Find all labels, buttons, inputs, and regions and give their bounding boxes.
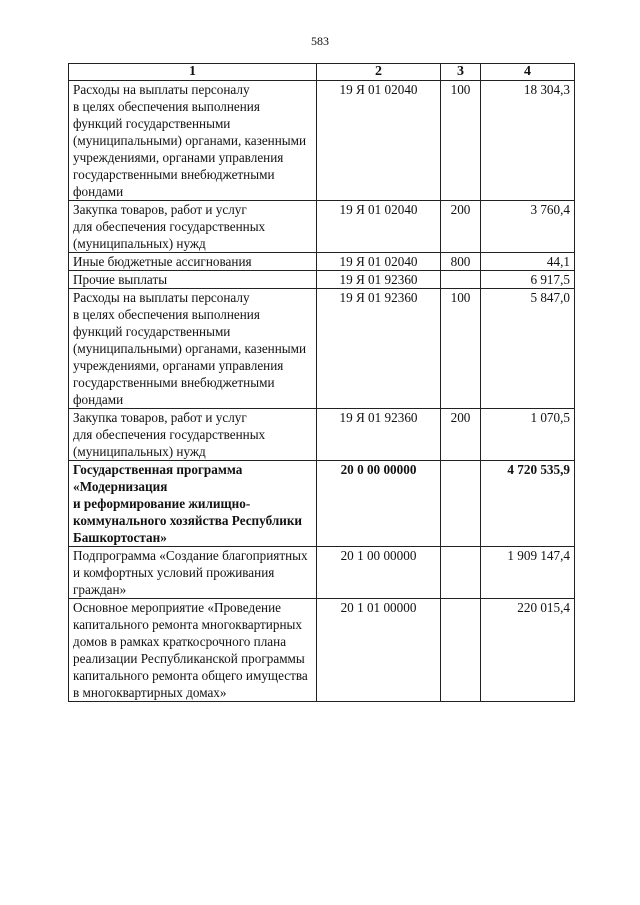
row-type-cell xyxy=(441,599,481,702)
row-name-cell: Основное мероприятие «Проведение капитального ремонта многоквартирных домов в рамках краткосрочного плана реализации Республиканской программы капитального ремонта общего имущества в многоквартирных домах» xyxy=(69,599,317,702)
row-name-cell: Расходы на выплаты персоналу в целях обеспечения выполнения функций государственными (муниципальными) органами, казенными учреждениями, органами управления государственными внебюджетными фондами xyxy=(69,289,317,409)
row-code-cell: 19 Я 01 92360 xyxy=(317,271,441,289)
row-name-cell: Государственная программа «Модернизация и реформирование жилищно-коммунального хозяйства Республики Башкортостан» xyxy=(69,461,317,547)
row-type-cell: 200 xyxy=(441,201,481,253)
row-name-cell: Прочие выплаты xyxy=(69,271,317,289)
table-body xyxy=(69,81,575,702)
row-code-cell: 20 1 00 00000 xyxy=(317,547,441,599)
row-amount-cell: 1 070,5 xyxy=(481,409,575,461)
row-amount-cell: 44,1 xyxy=(481,253,575,271)
column-header-code: 2 xyxy=(317,64,441,81)
row-amount-cell: 6 917,5 xyxy=(481,271,575,289)
table-row xyxy=(69,461,575,547)
row-name-cell: Иные бюджетные ассигнования xyxy=(69,253,317,271)
row-code-cell: 19 Я 01 02040 xyxy=(317,81,441,201)
row-amount-cell: 1 909 147,4 xyxy=(481,547,575,599)
row-amount-cell: 4 720 535,9 xyxy=(481,461,575,547)
table-row xyxy=(69,81,575,201)
row-type-cell xyxy=(441,547,481,599)
row-amount-cell: 18 304,3 xyxy=(481,81,575,201)
row-amount-cell: 3 760,4 xyxy=(481,201,575,253)
row-amount-cell: 220 015,4 xyxy=(481,599,575,702)
table-row xyxy=(69,271,575,289)
table-row xyxy=(69,289,575,409)
row-code-cell: 19 Я 01 92360 xyxy=(317,409,441,461)
row-type-cell xyxy=(441,271,481,289)
row-type-cell: 100 xyxy=(441,81,481,201)
page-number: 583 xyxy=(311,34,329,48)
column-header-name: 1 xyxy=(69,64,317,81)
row-name-cell: Подпрограмма «Создание благоприятных и комфортных условий проживания граждан» xyxy=(69,547,317,599)
row-name-cell: Закупка товаров, работ и услуг для обеспечения государственных (муниципальных) нужд xyxy=(69,201,317,253)
row-code-cell: 19 Я 01 02040 xyxy=(317,201,441,253)
table-row xyxy=(69,409,575,461)
table-row xyxy=(69,599,575,702)
row-type-cell: 200 xyxy=(441,409,481,461)
row-name-cell: Расходы на выплаты персоналу в целях обеспечения выполнения функций государственными (муниципальными) органами, казенными учреждениями, органами управления государственными внебюджетными фондами xyxy=(69,81,317,201)
row-code-cell: 20 0 00 00000 xyxy=(317,461,441,547)
row-code-cell: 19 Я 01 02040 xyxy=(317,253,441,271)
row-name-cell: Закупка товаров, работ и услуг для обеспечения государственных (муниципальных) нужд xyxy=(69,409,317,461)
row-code-cell: 20 1 01 00000 xyxy=(317,599,441,702)
row-type-cell: 100 xyxy=(441,289,481,409)
row-type-cell: 800 xyxy=(441,253,481,271)
row-type-cell xyxy=(441,461,481,547)
column-header-type: 3 xyxy=(441,64,481,81)
budget-table xyxy=(68,63,575,702)
table-row xyxy=(69,201,575,253)
row-code-cell: 19 Я 01 92360 xyxy=(317,289,441,409)
table-header-row xyxy=(69,64,575,81)
table-row xyxy=(69,253,575,271)
column-header-amount: 4 xyxy=(481,64,575,81)
row-amount-cell: 5 847,0 xyxy=(481,289,575,409)
table-row xyxy=(69,547,575,599)
